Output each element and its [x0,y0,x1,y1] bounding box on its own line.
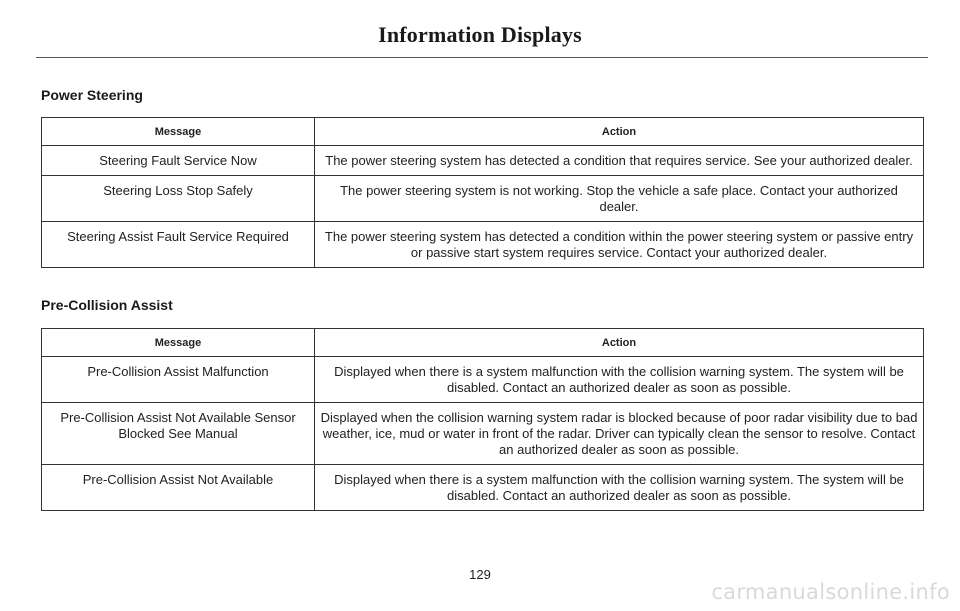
table-row [42,146,924,176]
action-cell: The power steering system is not working. Stop the vehicle a safe place. Contact your authorized dealer. [315,176,924,222]
header-divider [36,57,928,58]
power-steering-table [41,117,924,268]
table-row [42,357,924,403]
column-header-action: Action [315,118,924,146]
page-number: 129 [469,567,491,582]
message-cell: Pre-Collision Assist Not Available [42,465,315,511]
section-title-power-steering: Power Steering [41,87,143,103]
section-title-pre-collision-assist: Pre-Collision Assist [41,297,173,313]
action-cell: Displayed when the collision warning system radar is blocked because of poor radar visibility due to bad weather, ice, mud or water in front of the radar. Driver can typically clean the sensor to resolve. Contact an authorized dealer as soon as possible. [315,403,924,465]
table-row [42,222,924,268]
table-row [42,176,924,222]
table-header-row [42,118,924,146]
page-header-title: Information Displays [378,22,582,47]
column-header-message: Message [42,329,315,357]
message-cell: Steering Fault Service Now [42,146,315,176]
pre-collision-assist-table [41,328,924,511]
message-cell: Steering Assist Fault Service Required [42,222,315,268]
column-header-message: Message [42,118,315,146]
action-cell: The power steering system has detected a condition that requires service. See your authorized dealer. [315,146,924,176]
column-header-action: Action [315,329,924,357]
action-cell: Displayed when there is a system malfunction with the collision warning system. The system will be disabled. Contact an authorized dealer as soon as possible. [315,357,924,403]
message-cell: Steering Loss Stop Safely [42,176,315,222]
table-row [42,403,924,465]
action-cell: Displayed when there is a system malfunction with the collision warning system. The system will be disabled. Contact an authorized dealer as soon as possible. [315,465,924,511]
message-cell: Pre-Collision Assist Not Available Sensor Blocked See Manual [42,403,315,465]
table-header-row [42,329,924,357]
action-cell: The power steering system has detected a condition within the power steering system or passive entry or passive start system requires service. Contact your authorized dealer. [315,222,924,268]
watermark-text: carmanualsonline.info [711,580,950,604]
message-cell: Pre-Collision Assist Malfunction [42,357,315,403]
table-row [42,465,924,511]
